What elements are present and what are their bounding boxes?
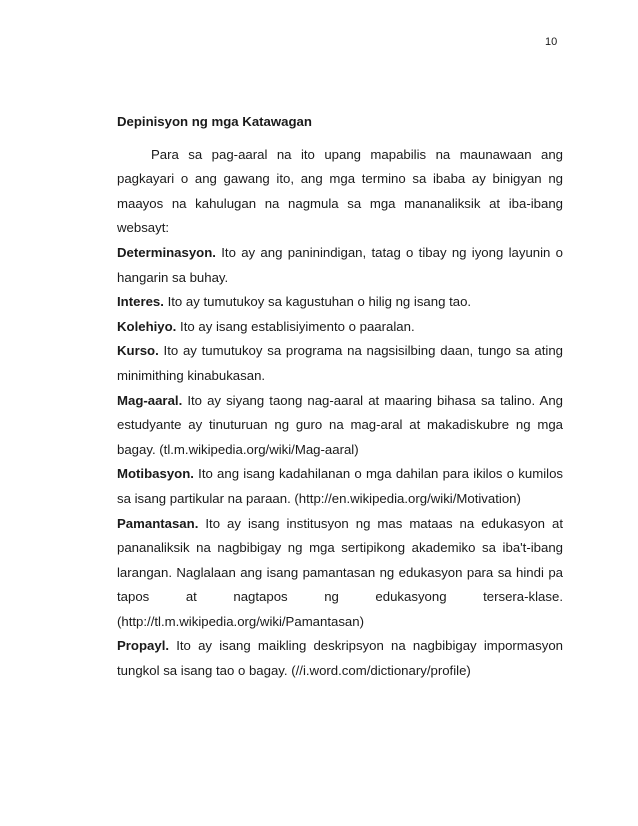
definition-text: Ito ay isang establisiyimento o paaralan. <box>180 318 415 334</box>
definition-term: Mag-aaral. <box>117 392 183 408</box>
definition-interes <box>117 290 563 315</box>
definition-text: Ito ang isang kadahilanan o mga dahilan para ikilos o kumilos sa isang partikular na paraan. (http://en.wikipedia.org/wiki/Motivation) <box>117 466 564 506</box>
definition-text: Ito ay isang maikling deskripsyon na nagbibigay impormasyon tungkol sa isang tao o bagay. (//i.word.com/dictionary/profile) <box>117 638 563 679</box>
definition-determinasyon <box>117 241 563 290</box>
definition-motibasyon <box>117 462 563 511</box>
definition-text: Ito ay isang institusyon ng mas mataas na edukasyon at pananaliksik na nagbibigay ng mga sertipikong akademiko sa iba't-ibang larangan. Naglalaan ang isang pamantasan ng edukasyon para sa hindi pa tapos at nagtapos ng edukasyong tersera-klase. (http://tl.m.wikipedia.org/wiki/Pamantasan) <box>117 515 563 629</box>
definition-term: Pamantasan. <box>117 515 199 531</box>
definition-text: Ito ay tumutukoy sa kagustuhan o hilig ng isang tao. <box>167 294 472 310</box>
definition-term: Kurso. <box>117 343 159 359</box>
definition-term: Propayl. <box>117 638 170 654</box>
page-number: 10 <box>545 36 558 48</box>
definition-propayl <box>117 634 563 683</box>
definition-term: Determinasyon. <box>117 244 216 260</box>
intro-paragraph: Para sa pag-aaral na ito upang mapabilis na maunawaan ang pagkayari o ang gawang ito, ang mga termino sa ibaba ay binigyan ng maayos na kahulugan na nagmula sa mga mananaliksik at iba-ibang websayt: <box>117 146 563 236</box>
definition-kurso <box>117 339 563 388</box>
definition-pamantasan <box>117 512 563 635</box>
definition-term: Motibasyon. <box>117 466 194 482</box>
definition-text: Ito ay tumutukoy sa programa na nagsisilbing daan, tungo sa ating minimithing kinabukasan. <box>117 343 563 383</box>
document-body <box>117 110 563 684</box>
definition-text: Ito ay siyang taong nag-aaral at maaring bihasa sa talino. Ang estudyante ay tinuturuan ng guro na mag-aral at makadiskubre ng mga bagay. (tl.m.wikipedia.org/wiki/Mag-aaral) <box>117 392 563 457</box>
definition-term: Kolehiyo. <box>117 318 177 334</box>
section-heading: Depinisyon ng mga Katawagan <box>117 114 312 129</box>
definition-term: Interes. <box>117 294 164 310</box>
definition-mag-aaral <box>117 389 563 463</box>
definition-kolehiyo <box>117 315 563 340</box>
definition-text: Ito ay ang paninindigan, tatag o tibay ng iyong layunin o hangarin sa buhay. <box>117 244 563 285</box>
